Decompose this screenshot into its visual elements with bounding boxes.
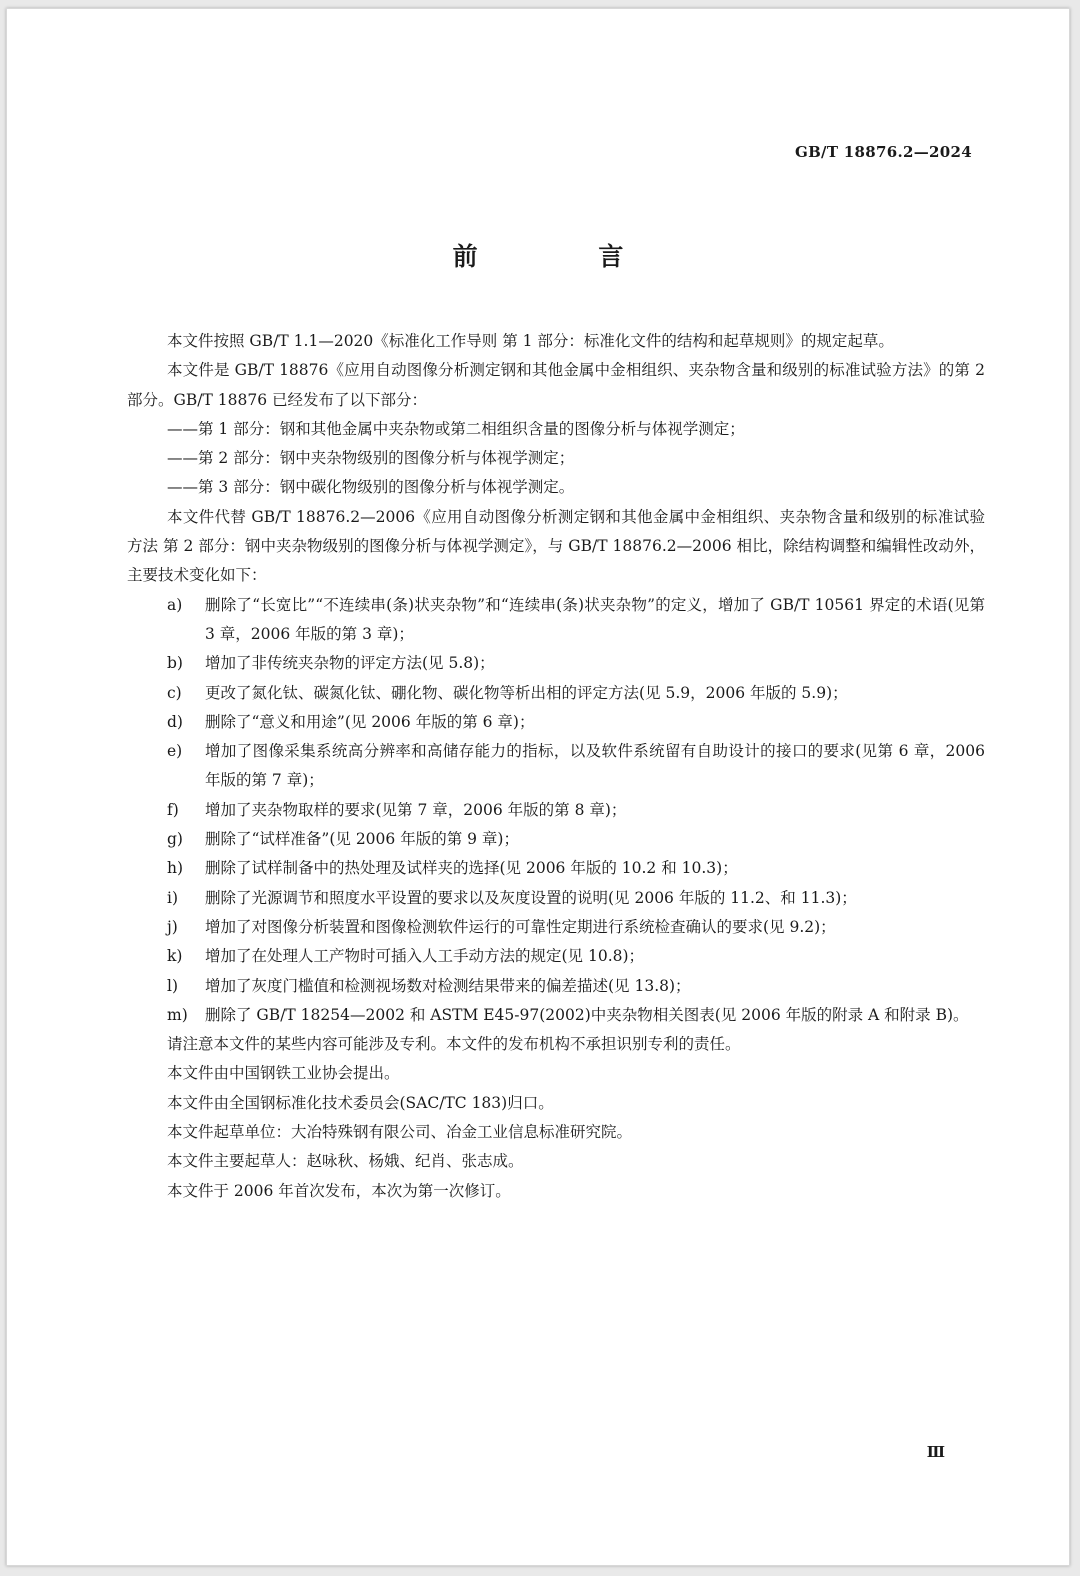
change-item	[127, 1001, 985, 1030]
part-list-item: ——第 2 部分：钢中夹杂物级别的图像分析与体视学测定；	[167, 449, 575, 468]
change-text: 更改了氮化钛、碳氮化钛、硼化物、碳化物等析出相的评定方法(见 5.9，2006 年版的 5.9)；	[205, 683, 848, 702]
change-label: i)	[167, 888, 179, 907]
part-list-item: ——第 3 部分：钢中碳化物级别的图像分析与体视学测定。	[167, 478, 575, 497]
change-text: 删除了试样制备中的热处理及试样夹的选择(见 2006 年版的 10.2 和 10.3)；	[205, 859, 738, 878]
page-title: 前 言	[452, 242, 680, 271]
paragraph-patent-notice: 请注意本文件的某些内容可能涉及专利。本文件的发布机构不承担识别专利的责任。	[167, 1035, 741, 1054]
change-text: 删除了“长宽比”“不连续串(条)状夹杂物”和“连续串(条)状夹杂物”的定义，增加了 GB/T 10561 界定的术语(见第 3 章，2006 年版的第 3 章)；	[205, 595, 985, 643]
paragraph-drafters: 本文件主要起草人：赵咏秋、杨娥、纪肖、张志成。	[167, 1152, 524, 1171]
change-label: m)	[167, 1005, 188, 1024]
paragraph-proposer: 本文件由中国钢铁工业协会提出。	[167, 1064, 400, 1083]
change-text: 增加了对图像分析装置和图像检测软件运行的可靠性定期进行系统检查确认的要求(见 9.2)；	[205, 917, 836, 936]
change-item	[127, 679, 985, 708]
document-page	[6, 8, 1070, 1566]
change-item	[127, 913, 985, 942]
paragraph-drafting-rule: 本文件按照 GB/T 1.1—2020《标准化工作导则 第 1 部分：标准化文件的结构和起草规则》的规定起草。	[167, 332, 894, 350]
change-label: g)	[167, 830, 183, 849]
change-text: 增加了夹杂物取样的要求(见第 7 章，2006 年版的第 8 章)；	[205, 800, 627, 819]
change-item	[127, 854, 985, 883]
change-text: 删除了“意义和用途”(见 2006 年版的第 6 章)；	[205, 712, 535, 731]
change-item	[127, 884, 985, 913]
paragraph-replacement: 本文件代替 GB/T 18876.2—2006《应用自动图像分析测定钢和其他金属中金相组织、夹杂物含量和级别的标准试验方法 第 2 部分：钢中夹杂物级别的图像分析与体视学测定》，与 GB/T 18876.2—2006 相比，除结构调整和编辑性改动外，主要技术变化如下：	[127, 507, 985, 585]
change-label: d)	[167, 712, 183, 731]
change-label: l)	[167, 976, 179, 995]
change-item	[127, 972, 985, 1001]
foreword-body	[127, 327, 985, 1206]
change-text: 增加了非传统夹杂物的评定方法(见 5.8)；	[205, 654, 495, 673]
paragraph-series-intro: 本文件是 GB/T 18876《应用自动图像分析测定钢和其他金属中金相组织、夹杂物含量和级别的标准试验方法》的第 2 部分。GB/T 18876 已经发布了以下部分：	[127, 361, 985, 409]
change-item	[127, 796, 985, 825]
change-item	[127, 942, 985, 971]
paragraph-history: 本文件于 2006 年首次发布，本次为第一次修订。	[167, 1181, 511, 1200]
page-number: Ⅲ	[926, 1443, 945, 1461]
change-label: c)	[167, 683, 182, 702]
change-text: 增加了灰度门槛值和检测视场数对检测结果带来的偏差描述(见 13.8)；	[205, 976, 691, 995]
change-text: 删除了“试样准备”(见 2006 年版的第 9 章)；	[205, 830, 519, 849]
change-text: 增加了图像采集系统高分辨率和高储存能力的指标，以及软件系统留有自助设计的接口的要求(见第 6 章，2006 年版的第 7 章)；	[205, 742, 985, 790]
change-label: a)	[167, 595, 183, 614]
change-label: h)	[167, 859, 184, 878]
change-label: e)	[167, 742, 183, 761]
standard-number: GB/T 18876.2—2024	[794, 143, 972, 161]
paragraph-drafting-units: 本文件起草单位：大冶特殊钢有限公司、冶金工业信息标准研究院。	[167, 1123, 633, 1142]
change-item	[127, 708, 985, 737]
change-text: 增加了在处理人工产物时可插入人工手动方法的规定(见 10.8)；	[205, 947, 645, 966]
change-item	[127, 649, 985, 678]
change-label: j)	[167, 917, 178, 936]
change-item	[127, 737, 985, 796]
change-item	[127, 591, 985, 650]
part-list-item: ——第 1 部分：钢和其他金属中夹杂物或第二相组织含量的图像分析与体视学测定；	[167, 419, 745, 438]
change-label: f)	[167, 800, 179, 819]
paragraph-committee: 本文件由全国钢标准化技术委员会(SAC/TC 183)归口。	[167, 1093, 554, 1112]
change-label: k)	[167, 947, 183, 966]
change-text: 删除了 GB/T 18254—2002 和 ASTM E45-97(2002)中夹杂物相关图表(见 2006 年版的附录 A 和附录 B)。	[205, 1005, 969, 1024]
change-item	[127, 825, 985, 854]
change-text: 删除了光源调节和照度水平设置的要求以及灰度设置的说明(见 2006 年版的 11.2、和 11.3)；	[205, 888, 857, 907]
change-label: b)	[167, 654, 183, 673]
